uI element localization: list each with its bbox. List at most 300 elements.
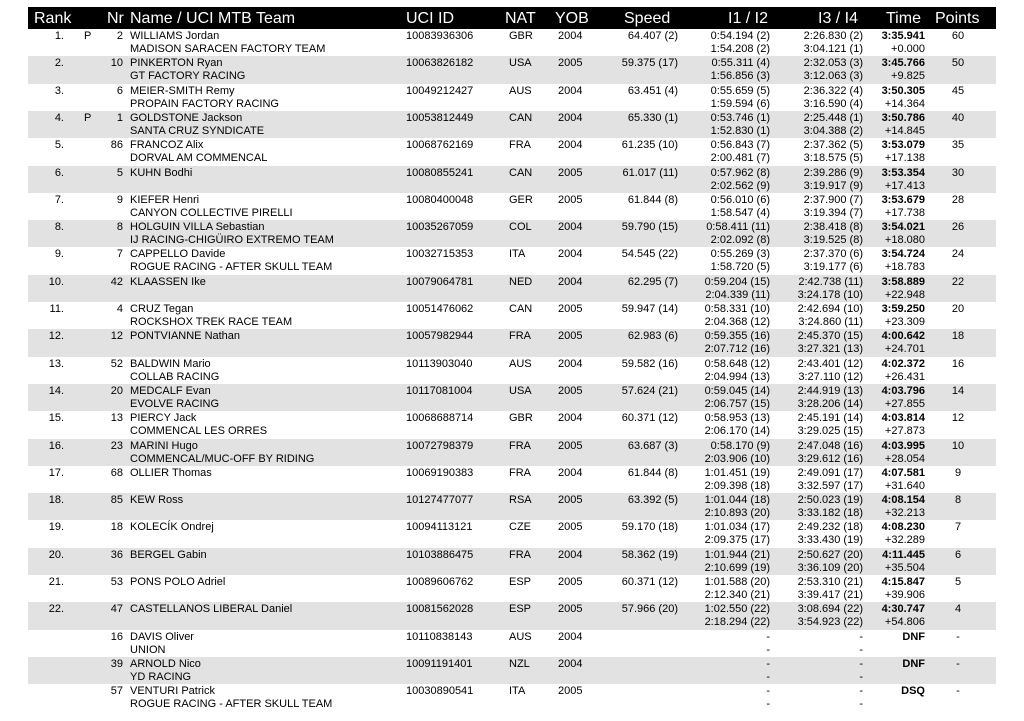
cell-rank: 21. xyxy=(48,576,64,588)
cell-yob: 2005 xyxy=(558,384,583,397)
cell-i3: 2:53.310 (21) xyxy=(797,576,863,588)
cell-i4: 3:36.109 (20) xyxy=(797,561,863,574)
cell-i2: 2:04.339 (11) xyxy=(705,288,770,301)
cell-nat: AUS xyxy=(509,84,532,97)
cell-time: 3:53.354 xyxy=(881,166,925,179)
cell-i3: 2:32.053 (3) xyxy=(803,57,863,70)
cell-nr: 23 xyxy=(110,439,123,452)
cell-points: 5 xyxy=(954,576,962,588)
cell-gap: +32.289 xyxy=(884,534,925,547)
cell-speed: 62.983 (6) xyxy=(627,330,678,343)
cell-team: IJ RACING-CHIGÜIRO EXTREMO TEAM xyxy=(130,234,334,247)
cell-i4: 3:28.206 (14) xyxy=(797,397,863,410)
cell-nat: CZE xyxy=(509,521,531,534)
cell-nat: CAN xyxy=(509,166,533,179)
cell-time: 4:07.581 xyxy=(881,466,925,479)
header-points: Points xyxy=(935,10,980,27)
cell-yob: 2004 xyxy=(558,30,583,42)
cell-yob: 2005 xyxy=(558,521,583,534)
cell-nr: 20 xyxy=(110,384,123,397)
cell-i4: 3:18.575 (5) xyxy=(803,152,863,165)
cell-i3: 2:49.232 (18) xyxy=(797,521,863,534)
cell-nat: COL xyxy=(509,221,532,234)
cell-i1: 1:01.588 (20) xyxy=(704,576,770,588)
cell-i2: 2:10.893 (20) xyxy=(704,507,770,520)
cell-nat: USA xyxy=(509,384,532,397)
cell-nat: FRA xyxy=(509,466,531,479)
cell-rider-name: BALDWIN Mario xyxy=(130,357,211,370)
cell-i4: 3:19.525 (8) xyxy=(803,234,863,247)
cell-i3: 2:39.286 (9) xyxy=(803,166,863,179)
cell-rank: 3. xyxy=(54,84,64,97)
cell-i3: 2:37.370 (6) xyxy=(803,248,863,261)
cell-rank: 18. xyxy=(48,494,64,507)
cell-speed: 63.392 (5) xyxy=(627,494,678,507)
cell-p-flag: P xyxy=(84,30,92,42)
results-header-row xyxy=(28,7,996,29)
cell-rank: 11. xyxy=(49,303,64,315)
cell-gap: +14.364 xyxy=(884,97,925,110)
cell-rider-name: MARINI Hugo xyxy=(130,439,198,452)
cell-rank: 6. xyxy=(54,166,64,179)
cell-i1: 0:55.659 (5) xyxy=(710,84,770,97)
cell-rider-name: KOLECÍK Ondrej xyxy=(130,521,214,534)
cell-points: 9 xyxy=(954,466,962,479)
cell-nr: 6 xyxy=(116,84,123,97)
cell-nat: FRA xyxy=(509,439,531,452)
cell-team: EVOLVE RACING xyxy=(130,397,220,410)
cell-i4: 3:19.917 (9) xyxy=(803,179,863,192)
cell-i3: 2:47.048 (16) xyxy=(797,439,863,452)
cell-i2: - xyxy=(766,698,770,711)
cell-time: 4:02.372 xyxy=(881,357,925,370)
cell-points: - xyxy=(956,630,960,643)
cell-yob: 2004 xyxy=(558,548,583,561)
cell-i2: 1:52.830 (1) xyxy=(710,124,770,137)
cell-i4: - xyxy=(859,670,863,683)
cell-i1: 0:58.953 (13) xyxy=(704,412,770,425)
cell-uci-id: 10079064781 xyxy=(406,275,474,288)
cell-i2: 2:06.170 (14) xyxy=(704,425,770,438)
cell-rider-name: PIERCY Jack xyxy=(130,412,197,425)
cell-yob: 2005 xyxy=(558,303,583,315)
cell-time: 4:03.814 xyxy=(881,412,925,425)
cell-i4: 3:39.417 (21) xyxy=(797,589,863,601)
cell-nat: NED xyxy=(509,275,533,288)
cell-rider-name: KIEFER Henri xyxy=(130,193,200,206)
cell-nr: 36 xyxy=(110,548,123,561)
table-row xyxy=(28,220,996,247)
cell-nat: USA xyxy=(509,57,532,70)
cell-gap: +27.873 xyxy=(884,425,925,438)
table-row xyxy=(28,520,996,547)
cell-time: 4:03.796 xyxy=(881,384,925,397)
cell-i1: 0:55.269 (3) xyxy=(710,248,770,261)
cell-nat: GER xyxy=(509,193,533,206)
cell-time: DSQ xyxy=(901,685,925,698)
cell-uci-id: 10091191401 xyxy=(406,657,473,670)
cell-rider-name: CASTELLANOS LIBERAL Daniel xyxy=(130,603,293,616)
cell-time: 3:54.021 xyxy=(881,221,925,234)
cell-points: 50 xyxy=(951,57,965,70)
cell-time: 4:15.847 xyxy=(881,576,925,588)
cell-speed: 59.947 (14) xyxy=(621,303,678,315)
cell-gap: +17.413 xyxy=(884,179,925,192)
cell-rider-name: PONS POLO Adriel xyxy=(130,576,226,588)
cell-nr: 86 xyxy=(110,139,123,152)
table-row xyxy=(28,138,996,165)
cell-team: YD RACING xyxy=(130,670,192,683)
cell-team: COLLAB RACING xyxy=(130,370,220,383)
cell-nat: GBR xyxy=(509,30,533,42)
cell-points: 30 xyxy=(951,166,965,179)
cell-nat: CAN xyxy=(509,303,533,315)
cell-nr: 5 xyxy=(116,166,123,179)
cell-nr: 18 xyxy=(110,521,123,534)
cell-team: COMMENCAL/MUC-OFF BY RIDING xyxy=(130,452,315,465)
header-rank: Rank xyxy=(34,10,72,27)
cell-i3: 2:49.091 (17) xyxy=(797,466,863,479)
cell-nat: CAN xyxy=(509,111,533,124)
cell-gap: +23.309 xyxy=(884,316,925,328)
cell-uci-id: 10127477077 xyxy=(406,494,474,507)
cell-i4: 3:29.025 (15) xyxy=(797,425,863,438)
cell-rider-name: FRANCOZ Alix xyxy=(130,139,204,152)
cell-i3: - xyxy=(859,657,863,670)
cell-yob: 2005 xyxy=(558,685,583,698)
cell-speed: 61.235 (10) xyxy=(621,139,678,152)
cell-points: 26 xyxy=(951,221,965,234)
cell-i1: 0:53.746 (1) xyxy=(710,111,770,124)
cell-i2: 1:56.856 (3) xyxy=(710,70,770,83)
cell-rank: 19. xyxy=(48,521,64,534)
cell-nr: 47 xyxy=(110,603,123,616)
cell-p-flag: P xyxy=(84,111,92,124)
cell-rank: 15. xyxy=(48,412,64,425)
cell-gap: +9.825 xyxy=(891,70,925,83)
cell-team: PROPAIN FACTORY RACING xyxy=(130,97,279,110)
cell-speed: 57.966 (20) xyxy=(621,603,678,616)
cell-time: 3:45.766 xyxy=(881,57,925,70)
cell-i3: 2:50.627 (20) xyxy=(797,548,863,561)
cell-i3: 2:45.191 (14) xyxy=(797,412,863,425)
cell-gap: +0.000 xyxy=(891,43,925,55)
cell-i3: - xyxy=(859,685,863,698)
cell-time: DNF xyxy=(902,630,925,643)
cell-rank: 22. xyxy=(48,603,64,616)
cell-i4: - xyxy=(859,643,863,656)
cell-gap: +31.640 xyxy=(884,479,925,492)
cell-i1: 0:58.411 (11) xyxy=(706,221,770,234)
cell-i4: 3:16.590 (4) xyxy=(803,97,863,110)
cell-i2: 2:02.562 (9) xyxy=(710,179,770,192)
cell-uci-id: 10068688714 xyxy=(406,412,474,425)
cell-yob: 2004 xyxy=(558,139,583,152)
cell-nat: ITA xyxy=(509,685,526,698)
table-row xyxy=(28,111,996,138)
cell-nr: 10 xyxy=(110,57,123,70)
cell-uci-id: 10089606762 xyxy=(406,576,474,588)
cell-speed: 62.295 (7) xyxy=(627,275,678,288)
cell-i1: 1:01.944 (21) xyxy=(704,548,770,561)
cell-i2: 1:54.208 (2) xyxy=(710,43,770,55)
cell-i4: 3:04.388 (2) xyxy=(803,124,863,137)
table-row xyxy=(28,493,996,520)
cell-rider-name: MEIER-SMITH Remy xyxy=(130,84,235,97)
cell-rank: 1. xyxy=(54,30,64,42)
cell-i1: 0:55.311 (4) xyxy=(711,57,770,70)
cell-rank: 13. xyxy=(48,357,64,370)
cell-i4: 3:27.321 (13) xyxy=(797,343,863,356)
header-i3-i4: I3 / I4 xyxy=(818,10,859,27)
cell-nr: 13 xyxy=(110,412,123,425)
cell-i3: 2:43.401 (12) xyxy=(797,357,863,370)
cell-i2: 2:02.092 (8) xyxy=(710,234,770,247)
cell-points: 20 xyxy=(951,303,965,315)
cell-uci-id: 10069190383 xyxy=(406,466,474,479)
cell-i4: 3:32.597 (17) xyxy=(797,479,863,492)
cell-points: 60 xyxy=(951,30,965,42)
cell-nat: ITA xyxy=(509,248,526,261)
cell-i1: - xyxy=(766,657,770,670)
cell-nr: 8 xyxy=(116,221,123,234)
cell-i3: 2:25.448 (1) xyxy=(803,111,863,124)
cell-i2: 2:12.340 (21) xyxy=(704,589,770,601)
cell-speed: 61.017 (11) xyxy=(622,166,678,179)
cell-nat: FRA xyxy=(509,139,531,152)
cell-uci-id: 10113903040 xyxy=(406,357,473,370)
cell-uci-id: 10032715353 xyxy=(406,248,474,261)
cell-rider-name: HOLGUIN VILLA Sebastian xyxy=(130,221,265,234)
cell-speed: 63.451 (4) xyxy=(627,84,678,97)
cell-points: - xyxy=(956,657,960,670)
cell-yob: 2005 xyxy=(558,57,583,70)
cell-i3: 2:38.418 (8) xyxy=(803,221,863,234)
cell-rank: 20. xyxy=(48,548,64,561)
cell-i3: 2:37.900 (7) xyxy=(803,193,863,206)
cell-yob: 2005 xyxy=(558,330,583,343)
cell-time: DNF xyxy=(902,657,925,670)
table-row xyxy=(28,575,996,602)
cell-uci-id: 10053812449 xyxy=(406,111,474,124)
cell-rider-name: CAPPELLO Davide xyxy=(130,248,226,261)
cell-rider-name: PINKERTON Ryan xyxy=(130,57,223,70)
cell-points: 7 xyxy=(954,521,962,534)
cell-rider-name: KEW Ross xyxy=(130,494,184,507)
cell-uci-id: 10080400048 xyxy=(406,193,474,206)
table-row xyxy=(28,329,996,356)
cell-nr: 42 xyxy=(110,275,123,288)
cell-yob: 2004 xyxy=(558,111,583,124)
cell-yob: 2004 xyxy=(558,357,583,370)
cell-nat: FRA xyxy=(509,548,531,561)
cell-points: 35 xyxy=(951,139,965,152)
table-row xyxy=(28,384,996,411)
cell-i1: 0:59.355 (16) xyxy=(704,330,770,343)
cell-uci-id: 10035267059 xyxy=(406,221,474,234)
table-row xyxy=(28,548,996,575)
cell-nr: 57 xyxy=(110,685,123,698)
table-row xyxy=(28,357,996,384)
table-row xyxy=(28,275,996,302)
cell-team: MADISON SARACEN FACTORY TEAM xyxy=(130,43,326,55)
cell-gap: +17.738 xyxy=(884,206,925,219)
cell-rider-name: MEDCALF Evan xyxy=(130,384,211,397)
cell-yob: 2004 xyxy=(558,412,583,425)
table-row xyxy=(28,166,996,193)
table-row xyxy=(28,193,996,220)
cell-i4: 3:19.394 (7) xyxy=(803,206,863,219)
cell-uci-id: 10103886475 xyxy=(406,548,474,561)
cell-i2: 2:00.481 (7) xyxy=(710,152,770,165)
cell-uci-id: 10094113121 xyxy=(406,521,473,534)
cell-i2: 2:09.375 (17) xyxy=(704,534,770,547)
cell-team: SANTA CRUZ SYNDICATE xyxy=(130,124,265,137)
cell-rank: 4. xyxy=(54,111,64,124)
cell-i3: 2:44.919 (13) xyxy=(797,384,863,397)
cell-i1: - xyxy=(766,685,770,698)
cell-rank: 2. xyxy=(54,57,64,70)
table-row xyxy=(28,29,996,56)
cell-gap: +18.783 xyxy=(884,261,925,274)
cell-uci-id: 10110838143 xyxy=(406,630,473,643)
cell-team: UNION xyxy=(130,643,166,656)
cell-nr: 68 xyxy=(110,466,123,479)
cell-uci-id: 10057982944 xyxy=(406,330,474,343)
cell-i2: 1:59.594 (6) xyxy=(710,97,770,110)
cell-rider-name: BERGEL Gabin xyxy=(130,548,207,561)
cell-uci-id: 10049212427 xyxy=(406,84,474,97)
cell-i3: 2:26.830 (2) xyxy=(803,30,863,42)
cell-points: 18 xyxy=(951,330,965,343)
cell-i3: 2:45.370 (15) xyxy=(797,330,863,343)
cell-i1: 0:58.648 (12) xyxy=(704,357,770,370)
cell-i2: 2:06.757 (15) xyxy=(704,397,770,410)
cell-uci-id: 10068762169 xyxy=(406,139,474,152)
cell-gap: +28.054 xyxy=(884,452,925,465)
cell-points: 14 xyxy=(951,384,965,397)
cell-i3: 2:50.023 (19) xyxy=(797,494,863,507)
header-time: Time xyxy=(886,10,921,27)
cell-yob: 2004 xyxy=(558,275,583,288)
cell-time: 3:35.941 xyxy=(881,30,925,42)
cell-nat: AUS xyxy=(509,357,532,370)
cell-i3: 2:36.322 (4) xyxy=(803,84,863,97)
cell-i1: 0:54.194 (2) xyxy=(710,30,770,42)
cell-i1: - xyxy=(766,630,770,643)
cell-i2: 2:03.906 (10) xyxy=(704,452,770,465)
cell-points: 40 xyxy=(951,111,965,124)
cell-team: DORVAL AM COMMENCAL xyxy=(130,152,268,165)
cell-gap: +17.138 xyxy=(884,152,925,165)
cell-time: 3:53.679 xyxy=(881,193,925,206)
cell-time: 4:11.445 xyxy=(882,548,925,561)
cell-i4: 3:33.182 (18) xyxy=(797,507,863,520)
cell-uci-id: 10051476062 xyxy=(406,303,474,315)
table-row xyxy=(28,684,996,711)
cell-nr: 7 xyxy=(116,248,123,261)
table-row xyxy=(28,657,996,684)
cell-time: 4:00.642 xyxy=(881,330,925,343)
cell-points: - xyxy=(956,685,960,698)
cell-i3: 2:37.362 (5) xyxy=(803,139,863,152)
cell-rider-name: GOLDSTONE Jackson xyxy=(130,111,243,124)
cell-uci-id: 10080855241 xyxy=(406,166,474,179)
cell-speed: 60.371 (12) xyxy=(621,412,678,425)
cell-time: 3:50.786 xyxy=(881,111,925,124)
cell-i2: 1:58.720 (5) xyxy=(710,261,770,274)
cell-time: 3:53.079 xyxy=(881,139,925,152)
cell-yob: 2004 xyxy=(558,84,583,97)
header-name-team: Name / UCI MTB Team xyxy=(130,10,296,27)
cell-gap: +32.213 xyxy=(884,507,925,520)
cell-points: 6 xyxy=(954,548,962,561)
cell-points: 10 xyxy=(951,439,965,452)
cell-rider-name: PONTVIANNE Nathan xyxy=(130,330,241,343)
cell-speed: 57.624 (21) xyxy=(621,384,678,397)
cell-i4: 3:27.110 (12) xyxy=(798,370,863,383)
cell-uci-id: 10030890541 xyxy=(406,685,474,698)
cell-yob: 2004 xyxy=(558,248,583,261)
cell-nat: AUS xyxy=(509,630,532,643)
cell-nr: 16 xyxy=(110,630,123,643)
cell-time: 4:08.154 xyxy=(881,494,925,507)
cell-i3: 3:08.694 (22) xyxy=(797,603,863,616)
header-nat: NAT xyxy=(505,10,536,27)
cell-yob: 2005 xyxy=(558,193,583,206)
cell-nr: 39 xyxy=(110,657,123,670)
cell-speed: 58.362 (19) xyxy=(621,548,678,561)
cell-nr: 12 xyxy=(110,330,123,343)
cell-rank: 7. xyxy=(54,193,64,206)
cell-points: 22 xyxy=(951,275,965,288)
cell-points: 16 xyxy=(951,357,965,370)
cell-time: 3:50.305 xyxy=(881,84,925,97)
cell-i2: 2:07.712 (16) xyxy=(704,343,770,356)
table-row xyxy=(28,302,996,329)
cell-nat: FRA xyxy=(509,330,531,343)
cell-time: 4:08.230 xyxy=(881,521,925,534)
cell-i4: 3:33.430 (19) xyxy=(797,534,863,547)
header-speed: Speed xyxy=(624,10,671,27)
cell-rank: 17. xyxy=(48,466,64,479)
cell-gap: +18.080 xyxy=(884,234,925,247)
cell-rider-name: KUHN Bodhi xyxy=(130,166,193,179)
cell-gap: +22.948 xyxy=(884,288,925,301)
cell-i1: 0:56.843 (7) xyxy=(710,139,770,152)
cell-gap: +24.701 xyxy=(884,343,925,356)
cell-rider-name: DAVIS Oliver xyxy=(130,630,194,643)
cell-speed: 59.170 (18) xyxy=(621,521,678,534)
cell-i4: 3:12.063 (3) xyxy=(803,70,863,83)
cell-speed: 61.844 (8) xyxy=(627,466,678,479)
cell-yob: 2005 xyxy=(558,603,583,616)
cell-rank: 10. xyxy=(48,275,64,288)
cell-rider-name: CRUZ Tegan xyxy=(130,303,194,315)
cell-speed: 64.407 (2) xyxy=(627,30,678,42)
cell-team: CANYON COLLECTIVE PIRELLI xyxy=(130,206,293,219)
cell-uci-id: 10072798379 xyxy=(406,439,474,452)
cell-i4: 3:04.121 (1) xyxy=(803,43,863,55)
cell-yob: 2005 xyxy=(558,166,583,179)
cell-i4: 3:24.178 (10) xyxy=(797,288,863,301)
cell-i1: 0:58.331 (10) xyxy=(704,303,770,315)
cell-gap: +39.906 xyxy=(884,589,925,601)
cell-i2: 1:58.547 (4) xyxy=(710,206,770,219)
cell-nr: 9 xyxy=(116,193,123,206)
table-row xyxy=(28,602,996,629)
cell-nr: 2 xyxy=(116,30,123,42)
